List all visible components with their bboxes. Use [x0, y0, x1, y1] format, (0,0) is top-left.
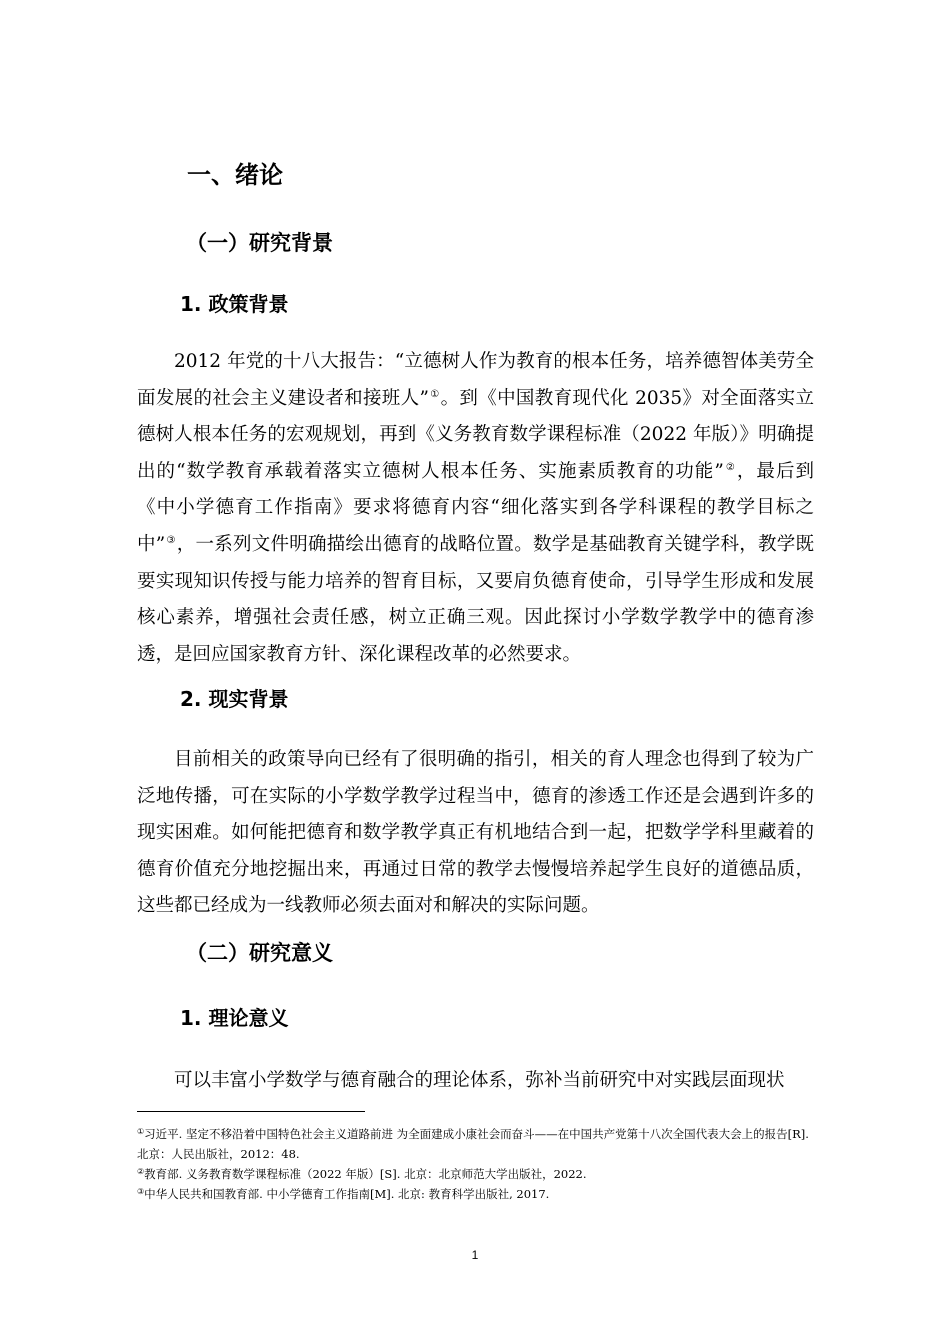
- subsection-heading-reality: 2. 现实背景: [180, 687, 289, 711]
- paragraph-theory-significance: 可以丰富小学数学与德育融合的理论体系，弥补当前研究中对实践层面现状: [174, 1070, 785, 1091]
- footnote-item: [137, 1184, 814, 1204]
- paragraph-text: ，最后到《中小学德育工作指南》要求将德育内容“细化落实到各学科课程的教学目标之中”: [137, 460, 814, 555]
- footnote-item: [137, 1164, 814, 1184]
- section-heading-background: （一）研究背景: [186, 231, 333, 255]
- footnote-text: 教育部. 义务教育数学课程标准（2022 年版）[S]. 北京：北京师范大学出版社，2022.: [144, 1167, 587, 1181]
- footnote-marker: ①: [137, 1127, 145, 1136]
- paragraph-reality-background: 目前相关的政策导向已经有了很明确的指引，相关的育人理念也得到了较为广泛地传播，可在实际的小学数学教学过程当中，德育的渗透工作还是会遇到许多的现实困难。如何能把德育和数学教学真正有机地结合到一起，把数学学科里藏着的德育价值充分地挖掘出来，再通过日常的教学去慢慢培养起学生良好的道德品质，这些都已经成为一线教师必须去面对和解决的实际问题。: [137, 749, 814, 917]
- footnote-marker: ②: [137, 1167, 145, 1176]
- footnote-text: 习近平. 坚定不移沿着中国特色社会主义道路前进 为全面建成小康社会而奋斗——在中国共产党第十八次全国代表大会上的报告[R]. 北京：人民出版社，2012：48.: [137, 1127, 809, 1161]
- subsection-heading-theory: 1. 理论意义: [180, 1006, 289, 1030]
- paragraph-text: 。到《中国教育现代化 2035》对全面落实立德树人根本任务的宏观规划，再到《义务教育数学课程标准（2022 年版）》明确提出的“数学教育承载着落实立德树人根本任务、实施素质教育的功能”: [137, 387, 815, 482]
- footnote-ref-1[interactable]: ①: [429, 388, 440, 400]
- paragraph-text: 2012 年党的十八大报告：“立德树人作为教育的根本任务，培养德智体美劳全面发展的社会主义建设者和接班人”: [137, 351, 814, 409]
- chapter-heading: 一、绪论: [187, 161, 283, 189]
- subsection-heading-policy: 1. 政策背景: [180, 292, 289, 316]
- footnote-list: [137, 1124, 814, 1204]
- footnote-text: 中华人民共和国教育部. 中小学德育工作指南[M]. 北京: 教育科学出版社, 2017.: [144, 1187, 550, 1201]
- section-heading-significance: （二）研究意义: [186, 941, 333, 965]
- footnote-ref-3[interactable]: ③: [166, 534, 176, 546]
- page-number: 1: [471, 1248, 479, 1262]
- paragraph-policy-background: [137, 344, 814, 673]
- footnote-marker: ③: [137, 1187, 145, 1196]
- footnote-ref-2[interactable]: ②: [724, 461, 736, 473]
- footnote-item: [137, 1124, 814, 1164]
- footnote-separator: [137, 1111, 365, 1112]
- paragraph-text: ，一系列文件明确描绘出德育的战略位置。数学是基础教育关键学科，教学既要实现知识传授与能力培养的智育目标，又要肩负德育使命，引导学生形成和发展核心素养，增强社会责任感，树立正确三观。因此探讨小学数学教学中的德育渗透，是回应国家教育方针、深化课程改革的必然要求。: [137, 533, 814, 665]
